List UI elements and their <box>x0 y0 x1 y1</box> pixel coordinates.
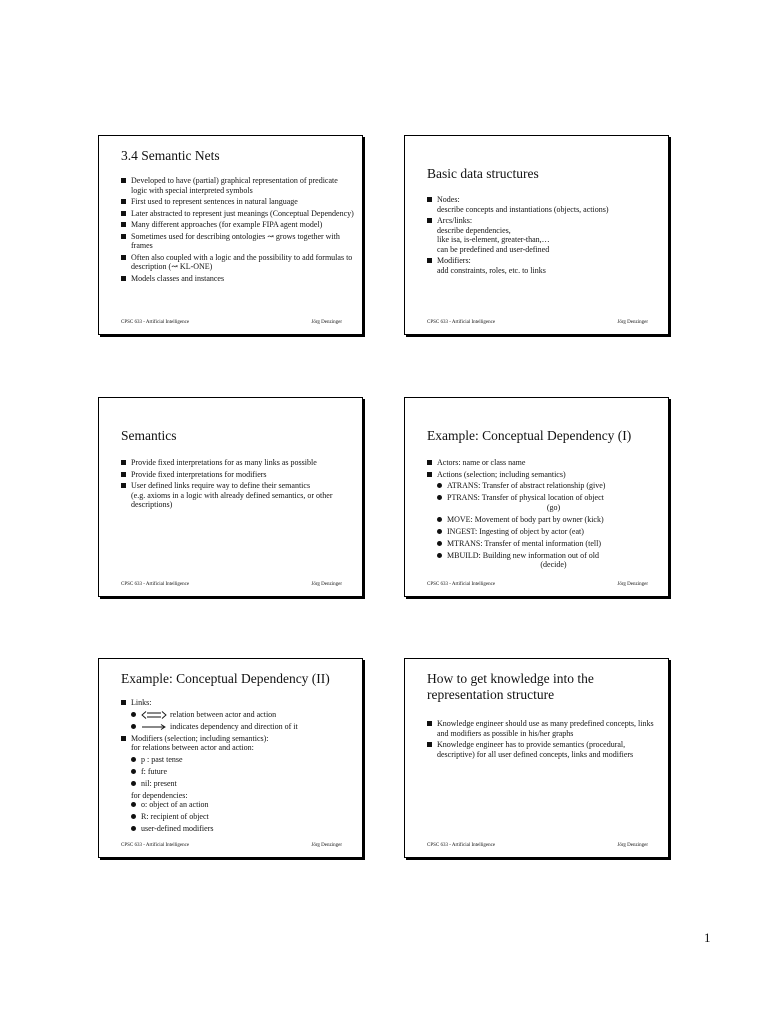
sub-list-item-text: MBUILD: Building new information out of old <box>447 550 599 560</box>
slide-body <box>119 698 354 836</box>
arrow-right-icon <box>141 723 167 731</box>
arcs-label: Arcs/links: <box>437 216 473 225</box>
slide-body <box>425 458 660 572</box>
list-item: Actions (selection; including semantics) <box>425 470 660 480</box>
footer-course: CPSC 633 - Artificial Intelligence <box>427 320 496 325</box>
sub-list-item: MOVE: Movement of body part by owner (kick) <box>425 515 660 525</box>
sub-list-item: ATRANS: Transfer of abstract relationship (give) <box>425 481 660 491</box>
footer-course: CPSC 633 - Artificial Intelligence <box>121 320 190 325</box>
slide-footer <box>121 318 342 325</box>
slide-body <box>119 176 354 285</box>
list-item: Models classes and instances <box>119 274 354 284</box>
footer-author: Jörg Denzinger <box>617 582 648 587</box>
slide-title: Example: Conceptual Dependency (I) <box>427 428 632 443</box>
page-number: 1 <box>704 930 711 945</box>
arcs-desc: can be predefined and user-defined <box>437 244 550 254</box>
footer-author: Jörg Denzinger <box>311 843 342 848</box>
list-item <box>425 216 660 254</box>
list-item: Later abstracted to represent just meanings (Conceptual Dependency) <box>119 209 354 219</box>
list-item: Developed to have (partial) graphical representation of predicate logic with special interpreted symbols <box>119 176 354 195</box>
link-dependency-text: indicates dependency and direction of it <box>170 721 298 731</box>
slide-footer <box>427 841 648 848</box>
sub-list-item-text: PTRANS: Transfer of physical location of object <box>447 493 604 502</box>
sub-list-item: p : past tense <box>119 755 354 765</box>
sub-list-item-tail: (decide) <box>540 560 567 569</box>
arcs-desc: describe dependencies, <box>437 225 511 235</box>
sub-list-item <box>119 722 354 732</box>
slide-title: 3.4 Semantic Nets <box>121 148 220 163</box>
footer-course: CPSC 633 - Artificial Intelligence <box>121 843 190 848</box>
list-item <box>119 481 354 510</box>
list-item: Provide fixed interpretations for as many links as possible <box>119 458 354 468</box>
list-item: Knowledge engineer has to provide semantics (procedural, descriptive) for all user defined concepts, links and modifiers <box>425 740 660 759</box>
slide-title: Basic data structures <box>427 166 539 181</box>
slide-body <box>119 458 354 512</box>
list-item: Provide fixed interpretations for modifiers <box>119 470 354 480</box>
list-item: Actors: name or class name <box>425 458 660 468</box>
slide-conceptual-dependency-2 <box>98 658 363 858</box>
sub-list-item-tail: (go) <box>546 502 561 512</box>
sub-list-item: INGEST: Ingesting of object by actor (eat) <box>425 527 660 537</box>
footer-author: Jörg Denzinger <box>617 843 648 848</box>
footer-author: Jörg Denzinger <box>311 582 342 587</box>
sub-list-item: user-defined modifiers <box>119 824 354 834</box>
slide-footer <box>427 580 648 587</box>
list-item: First used to represent sentences in natural language <box>119 197 354 207</box>
dependencies-label: for dependencies: <box>131 790 188 800</box>
slide-semantic-nets <box>98 135 363 335</box>
footer-course: CPSC 633 - Artificial Intelligence <box>427 582 496 587</box>
modifiers-label: Modifiers (selection; including semantics): <box>131 733 269 743</box>
list-item <box>425 256 660 275</box>
footer-course: CPSC 633 - Artificial Intelligence <box>121 582 190 587</box>
slide-title: Semantics <box>121 428 177 443</box>
modifiers-desc: add constraints, roles, etc. to links <box>437 265 546 275</box>
nodes-desc: describe concepts and instantiations (objects, actions) <box>437 204 609 214</box>
sub-list-item: o: object of an action <box>119 800 354 810</box>
footer-author: Jörg Denzinger <box>311 320 342 325</box>
slide-knowledge-into-representation <box>404 658 669 858</box>
arcs-desc: like isa, is-element, greater-than,… <box>437 235 550 244</box>
list-item-text: (e.g. axioms in a logic with already defined semantics, or other descriptions) <box>131 490 333 509</box>
slide-footer <box>121 580 342 587</box>
list-item: Links: <box>119 698 354 708</box>
slide-body <box>425 719 660 761</box>
slide-footer <box>121 841 342 848</box>
slide-title: Example: Conceptual Dependency (II) <box>121 671 330 686</box>
link-relation-text: relation between actor and action <box>170 709 277 719</box>
list-item: Knowledge engineer should use as many predefined concepts, links and modifiers as possible in his/her graphs <box>425 719 660 738</box>
slide-title: How to get knowledge into the representation structure <box>427 671 594 702</box>
sub-list-item: MTRANS: Transfer of mental information (tell) <box>425 539 660 549</box>
slide-basic-data-structures <box>404 135 669 335</box>
list-item: Sometimes used for describing ontologies ↝ grows together with frames <box>119 232 354 251</box>
slide-body <box>425 195 660 277</box>
sub-list-item: nil: present <box>119 779 354 789</box>
double-arrow-icon <box>141 711 167 719</box>
modifiers-label: Modifiers: <box>437 256 471 265</box>
slide-conceptual-dependency-1 <box>404 397 669 597</box>
slide-footer <box>427 318 648 325</box>
list-item: Often also coupled with a logic and the possibility to add formulas to description (↝ KL-ONE) <box>119 253 354 272</box>
nodes-label: Nodes: <box>437 195 460 204</box>
sub-list-item: R: recipient of object <box>119 812 354 822</box>
modifiers-sub: for relations between actor and action: <box>131 743 254 752</box>
list-item-text: User defined links require way to define their semantics <box>131 481 311 490</box>
sub-list-item <box>119 710 354 720</box>
slide-semantics <box>98 397 363 597</box>
list-item: Many different approaches (for example FIPA agent model) <box>119 220 354 230</box>
footer-author: Jörg Denzinger <box>617 320 648 325</box>
list-item <box>119 734 354 753</box>
footer-course: CPSC 633 - Artificial Intelligence <box>427 843 496 848</box>
sub-list-item <box>425 493 660 512</box>
sub-list-item: f: future <box>119 767 354 777</box>
list-item <box>425 195 660 214</box>
sub-list-item <box>425 551 660 570</box>
